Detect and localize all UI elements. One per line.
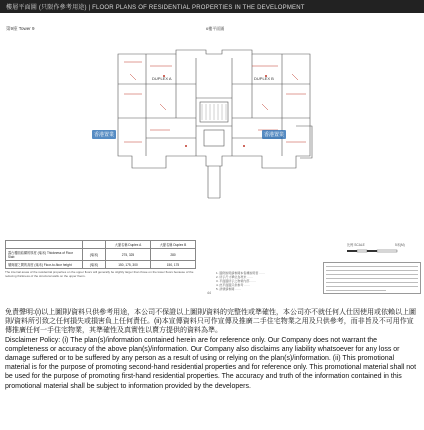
legend-line: 3. 平面圖所示之物業內部 …… bbox=[216, 279, 257, 283]
header-title: 樓層平面圖 (只限作參考用途) | FLOOR PLANS OF RESIDENTIAL PROPERTIES IN THE DEVELOPMENT bbox=[6, 5, 305, 11]
table-header-row bbox=[6, 241, 196, 249]
table-cell: (毫米) bbox=[83, 261, 106, 269]
table-header-cell bbox=[83, 241, 106, 249]
watermark-logo: 香港置業 bbox=[94, 132, 115, 138]
table-cell: 150, 175 bbox=[151, 261, 196, 269]
scale-label-left: 比例 SCALE bbox=[347, 243, 365, 247]
table-cell: (毫米) bbox=[83, 249, 106, 261]
unit-label-a: DUPLEX A bbox=[152, 76, 172, 81]
legend-notes-english bbox=[323, 262, 421, 294]
table-cell: 280 bbox=[151, 249, 196, 261]
table-header-cell: 大廈名稱 Duplex B bbox=[151, 241, 196, 249]
disclaimer-section bbox=[5, 308, 419, 391]
spec-table bbox=[5, 240, 196, 269]
legend-line: 4. 此平面圖只供參考 …… bbox=[216, 283, 251, 287]
table-cell: 露台樓面結構的厚度 (毫米) Thickness of Floor Slab bbox=[6, 249, 83, 261]
table-cell: 275, 325 bbox=[106, 249, 151, 261]
floor-label: 6樓平面圖 bbox=[206, 26, 225, 31]
table-cell: 150, 175, 300 bbox=[106, 261, 151, 269]
scale-label-right: 5米(M) bbox=[395, 243, 405, 247]
table-cell: 層與層之間的高度 (毫米) Floor-to-floor height bbox=[6, 261, 83, 269]
legend-notes-chinese bbox=[216, 272, 320, 292]
table-header-cell: 大廈名稱 Duplex A bbox=[106, 241, 151, 249]
watermark-logo: 香港置業 bbox=[264, 132, 285, 138]
tower-label: 第9座 Tower 9 bbox=[6, 26, 35, 31]
unit-label-b: DUPLEX B bbox=[254, 76, 274, 81]
spec-note: The internal areas of the residential properties on the upper floors will generally be slightly larger than those on the lower floors because of the reducing thickness of the structural walls on the upper floors. bbox=[5, 270, 194, 278]
legend-line: 2. 所示尺寸單位為毫米 …… bbox=[216, 275, 254, 279]
page-number: 44 bbox=[207, 291, 211, 295]
disclaimer-chinese: 免責聲明:(i)以上圖則/資料只供參考用途，本公司不保證以上圖則/資料的完整性或準確性，本公司亦不就任何人仕因使用或依賴以上圖則/資料所引致之任何損失或損害負上任何責任。(ii)本宣傳資料只可作宣傳及推廣二手住宅物業之用及只供參考，而非旨及不可用作宣傳推廣任何一手住宅物業，其準確性及真實性以賣方提供的資料為準。 bbox=[5, 309, 417, 335]
disclaimer-english: Disclaimer Policy: (i) The plan(s)/information contained herein are for reference only. Our Company does not warrant the completeness or accuracy of the above plan(s)/information. Our Company also disclaims any liability whatsoever for any loss or damage suffered or to be suffered by any person as a result of using or relying on the plan(s)/information. (ii) This promotional material is for the purpose of promoting second-hand residential properties and for reference only. This promotional material shall not be used for the purpose of promoting first-hand residential properties. The accuracy and truth of the information contained in this promotional material shall be subject to information provided by the developers. bbox=[5, 336, 417, 390]
table-row bbox=[6, 261, 196, 269]
legend-line: 5. 詳情請參閱 …… bbox=[216, 287, 242, 291]
scale-bar bbox=[345, 242, 420, 254]
table-row bbox=[6, 249, 196, 261]
table-header-cell bbox=[6, 241, 83, 249]
legend-line: 1. 圖例說明請參閱本售樓說明書 …… bbox=[216, 271, 266, 275]
floor-plan-drawing bbox=[0, 38, 424, 238]
document-header bbox=[0, 0, 424, 13]
